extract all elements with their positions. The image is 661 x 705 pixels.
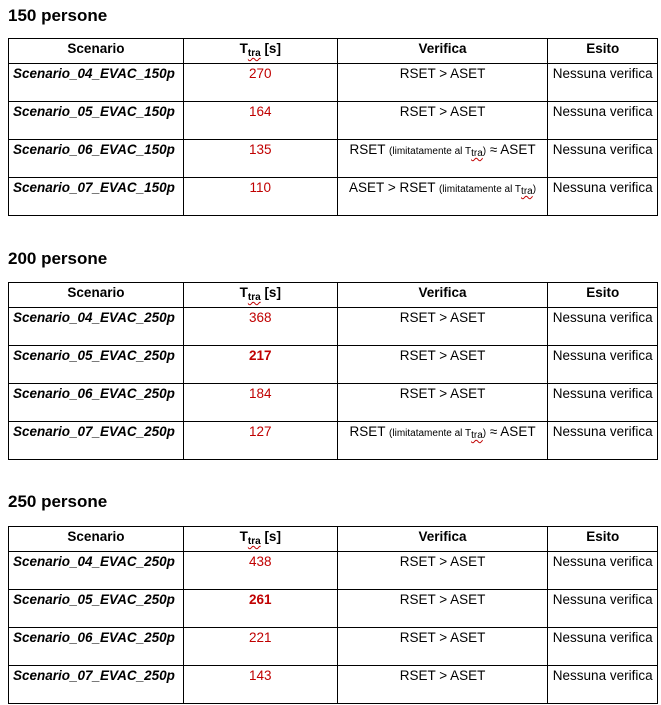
cell-verifica	[337, 628, 548, 666]
header-ttra-main: T	[239, 529, 248, 544]
verifica-text: RSET	[349, 142, 390, 157]
table-row	[9, 64, 658, 102]
verifica-text: RSET > ASET	[399, 630, 486, 645]
verifica-text: RSET > ASET	[399, 668, 486, 683]
table-header-row	[9, 39, 658, 64]
cell-esito: Nessuna verifica	[548, 346, 658, 384]
cell-scenario: Scenario_06_EVAC_250p	[9, 384, 184, 422]
cell-ttra: 270	[183, 64, 337, 102]
verifica-sub: tra	[521, 186, 533, 197]
header-esito: Esito	[548, 283, 658, 308]
verifica-text: RSET > ASET	[399, 66, 486, 81]
verifica-text: RSET	[349, 424, 390, 439]
header-ttra	[183, 527, 337, 552]
header-ttra-main: T	[239, 41, 248, 56]
table-row	[9, 628, 658, 666]
cell-ttra: 217	[183, 346, 337, 384]
header-ttra-sub: tra	[247, 48, 261, 59]
cell-esito: Nessuna verifica	[548, 628, 658, 666]
cell-esito: Nessuna verifica	[548, 384, 658, 422]
verifica-text: RSET > ASET	[399, 310, 486, 325]
cell-scenario: Scenario_06_EVAC_150p	[9, 140, 184, 178]
table-header-row	[9, 283, 658, 308]
cell-verifica	[337, 422, 548, 460]
cell-verifica	[337, 178, 548, 216]
table-row	[9, 102, 658, 140]
cell-verifica	[337, 64, 548, 102]
verifica-post: ≈ ASET	[486, 142, 536, 157]
cell-scenario: Scenario_07_EVAC_250p	[9, 666, 184, 704]
cell-esito: Nessuna verifica	[548, 64, 658, 102]
cell-ttra: 368	[183, 308, 337, 346]
table-row	[9, 178, 658, 216]
section-title: 250 persone	[8, 492, 108, 511]
verifica-post: ≈ ASET	[486, 424, 536, 439]
cell-ttra: 184	[183, 384, 337, 422]
cell-esito: Nessuna verifica	[548, 666, 658, 704]
cell-verifica	[337, 666, 548, 704]
table-row	[9, 346, 658, 384]
cell-ttra: 135	[183, 140, 337, 178]
cell-scenario: Scenario_04_EVAC_250p	[9, 552, 184, 590]
header-ttra-sub: tra	[247, 536, 261, 547]
section-title: 150 persone	[8, 6, 108, 25]
cell-esito: Nessuna verifica	[548, 140, 658, 178]
header-scenario: Scenario	[9, 39, 184, 64]
cell-scenario: Scenario_07_EVAC_250p	[9, 422, 184, 460]
table-header-row	[9, 527, 658, 552]
cell-scenario: Scenario_07_EVAC_150p	[9, 178, 184, 216]
cell-esito: Nessuna verifica	[548, 308, 658, 346]
cell-verifica	[337, 346, 548, 384]
verifica-text: RSET > ASET	[399, 592, 486, 607]
verifica-note: (limitatamente al T	[389, 146, 472, 157]
results-table	[8, 282, 658, 460]
table-row	[9, 140, 658, 178]
results-table	[8, 38, 658, 216]
cell-ttra: 143	[183, 666, 337, 704]
header-scenario: Scenario	[9, 527, 184, 552]
verifica-close: )	[482, 146, 487, 157]
verifica-close: )	[532, 184, 537, 195]
cell-scenario: Scenario_05_EVAC_250p	[9, 590, 184, 628]
cell-verifica	[337, 552, 548, 590]
cell-verifica	[337, 140, 548, 178]
cell-ttra: 127	[183, 422, 337, 460]
cell-esito: Nessuna verifica	[548, 102, 658, 140]
cell-esito: Nessuna verifica	[548, 178, 658, 216]
header-verifica: Verifica	[337, 283, 548, 308]
verifica-sub: tra	[471, 430, 483, 441]
table-row	[9, 552, 658, 590]
cell-verifica	[337, 384, 548, 422]
verifica-text: RSET > ASET	[399, 104, 486, 119]
table-row	[9, 308, 658, 346]
verifica-close: )	[482, 428, 487, 439]
cell-scenario: Scenario_04_EVAC_250p	[9, 308, 184, 346]
table-row	[9, 422, 658, 460]
cell-ttra: 438	[183, 552, 337, 590]
header-ttra-sub: tra	[247, 292, 261, 303]
header-verifica: Verifica	[337, 39, 548, 64]
section-title: 200 persone	[8, 249, 108, 268]
cell-ttra: 164	[183, 102, 337, 140]
cell-scenario: Scenario_05_EVAC_250p	[9, 346, 184, 384]
cell-verifica	[337, 102, 548, 140]
header-ttra	[183, 283, 337, 308]
cell-scenario: Scenario_06_EVAC_250p	[9, 628, 184, 666]
cell-ttra: 221	[183, 628, 337, 666]
cell-esito: Nessuna verifica	[548, 590, 658, 628]
cell-scenario: Scenario_05_EVAC_150p	[9, 102, 184, 140]
header-ttra-unit: [s]	[260, 285, 281, 300]
table-row	[9, 666, 658, 704]
verifica-note: (limitatamente al T	[389, 428, 472, 439]
verifica-note: (limitatamente al T	[438, 184, 522, 195]
verifica-text: RSET > ASET	[399, 348, 486, 363]
cell-ttra: 261	[183, 590, 337, 628]
cell-scenario: Scenario_04_EVAC_150p	[9, 64, 184, 102]
results-table	[8, 526, 658, 704]
header-verifica: Verifica	[337, 527, 548, 552]
cell-esito: Nessuna verifica	[548, 552, 658, 590]
verifica-text: ASET > RSET	[349, 180, 439, 195]
verifica-text: RSET > ASET	[399, 554, 486, 569]
verifica-sub: tra	[471, 148, 483, 159]
cell-esito: Nessuna verifica	[548, 422, 658, 460]
header-esito: Esito	[548, 39, 658, 64]
verifica-text: RSET > ASET	[399, 386, 486, 401]
header-esito: Esito	[548, 527, 658, 552]
table-row	[9, 384, 658, 422]
header-ttra-main: T	[239, 285, 248, 300]
cell-verifica	[337, 308, 548, 346]
cell-ttra: 110	[183, 178, 337, 216]
header-ttra-unit: [s]	[260, 41, 281, 56]
table-row	[9, 590, 658, 628]
cell-verifica	[337, 590, 548, 628]
header-scenario: Scenario	[9, 283, 184, 308]
header-ttra	[183, 39, 337, 64]
header-ttra-unit: [s]	[260, 529, 281, 544]
